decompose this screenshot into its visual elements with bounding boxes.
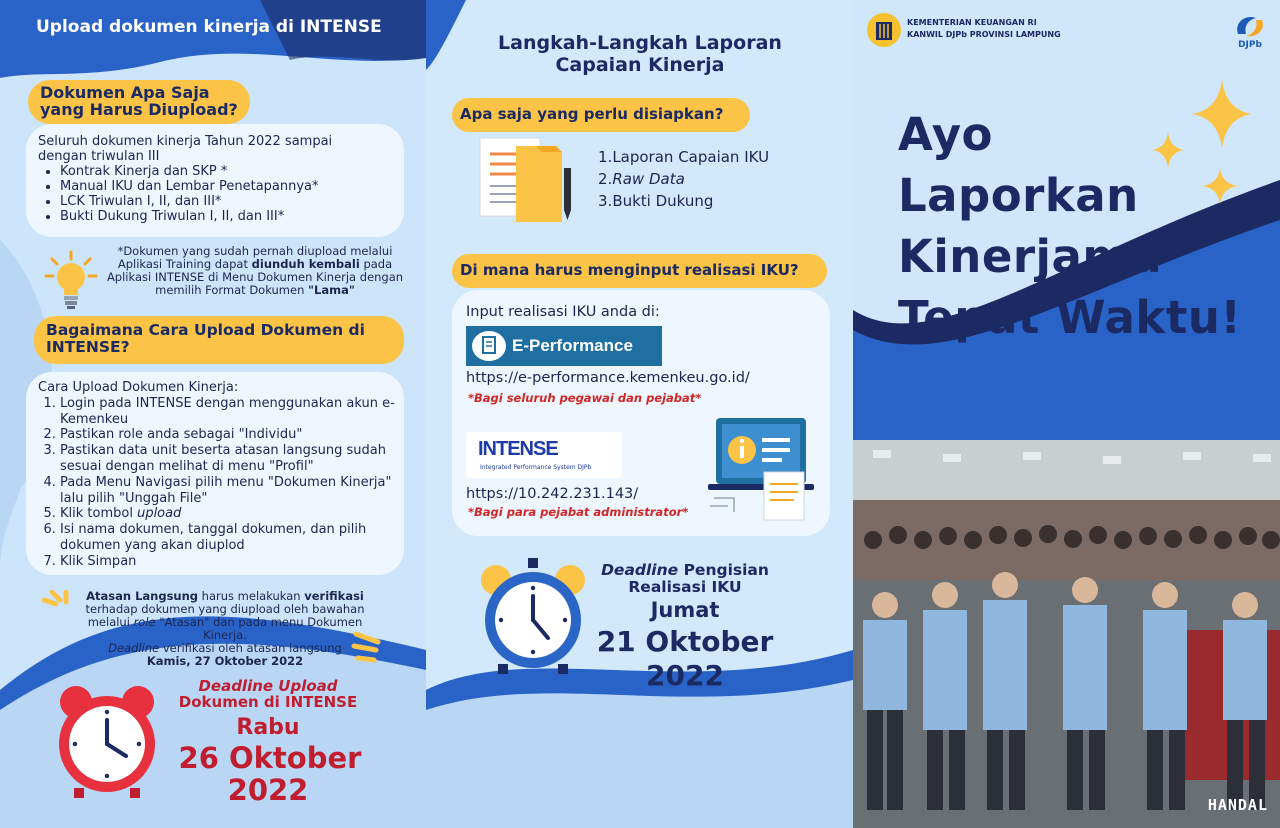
steps-title-line2: Capaian Kinerja (555, 54, 725, 76)
iku-deadline-label (580, 562, 790, 596)
list-item: • Bukti Dukung Triwulan I, II, dan III* (60, 209, 404, 224)
note-bold: Atasan Langsung (86, 589, 199, 603)
list-item: 3. Pastikan data unit beserta atasan langsung sudah sesuai dengan melihat di menu "Profil" (60, 443, 404, 475)
steps-list (60, 396, 404, 570)
org-name (907, 17, 1061, 41)
steps-title-line1: Langkah-Langkah Laporan (498, 32, 782, 54)
iku-deadline-date: 21 Oktober (596, 625, 774, 658)
document-icon (472, 331, 506, 361)
hero-line3: Kinerjamu (898, 230, 1163, 283)
djpb-logo-icon (1232, 12, 1268, 40)
header-title: Upload dokumen kinerja di INTENSE (36, 17, 382, 37)
note-italic: role (133, 615, 156, 629)
list-item: 2. Pastikan role anda sebagai "Individu" (60, 427, 404, 443)
steps-card (26, 372, 404, 575)
list-item: 1. Login pada INTENSE dengan menggunakan akun e-Kemenkeu (60, 396, 404, 428)
list-item (598, 190, 769, 212)
alarm-clock-icon (54, 682, 160, 800)
note-text: *Dokumen yang sudah pernah diupload melalui Aplikasi Training dapat (117, 244, 393, 271)
list-item: • LCK Triwulan I, II, dan III* (60, 194, 404, 209)
hero-line2: Laporkan (898, 169, 1139, 222)
alarm-clock-icon (478, 556, 588, 676)
list-item: 6. Isi nama dokumen, tanggal dokumen, dan pilih dokumen yang akan diuplod (60, 522, 404, 554)
iku-deadline-sub: Realisasi IKU (628, 578, 742, 596)
input-intro: Input realisasi IKU anda di: (466, 304, 660, 320)
watermark: HANDAL (1207, 796, 1268, 814)
question-docs-line2: yang Harus Diupload? (40, 100, 238, 119)
e-performance-url[interactable]: https://e-performance.kemenkeu.go.id/ (466, 370, 750, 386)
steps-main-title (440, 32, 840, 76)
intense-logo-sub: Integrated Performance System DJPb (480, 464, 592, 471)
iku-deadline-text: Pengisian (678, 561, 769, 579)
highlight-rays-icon (40, 590, 80, 620)
input-card (452, 290, 830, 536)
note-italic: Deadline (108, 641, 160, 655)
group-photo-image (853, 440, 1280, 828)
note-text: pada Aplikasi INTENSE di Menu Dokumen Kinerja dengan memilih Format Dokumen (106, 257, 404, 297)
item-number: 1. (598, 148, 613, 166)
prepare-list (598, 146, 769, 212)
docs-intro-line2: dengan triwulan III (38, 149, 160, 164)
upload-deadline-year: 2022 (227, 773, 309, 807)
list-item: 4. Pada Menu Navigasi pilih menu "Dokumen Kinerja" lalu pilih "Unggah File" (60, 475, 404, 507)
upload-deadline-sub: Dokumen di INTENSE (178, 693, 358, 711)
question-how-upload (34, 316, 404, 364)
question-where-input: Di mana harus menginput realisasi IKU? (452, 254, 827, 288)
laptop-info-icon (704, 412, 824, 524)
question-prepare: Apa saja yang perlu disiapkan? (452, 98, 750, 132)
iku-deadline-italic: Deadline (601, 561, 679, 579)
djpb-logo-text: DJPb (1238, 40, 1262, 50)
e-performance-logo (466, 326, 662, 366)
note-text: verifikasi oleh atasan langsung (159, 641, 342, 655)
intense-note: *Bagi para pejabat administrator* (468, 505, 689, 519)
lightbulb-icon (40, 250, 102, 312)
org-name-line2: KANWIL DJPb PROVINSI LAMPUNG (907, 30, 1061, 39)
item-text: Raw Data (612, 170, 685, 188)
verification-note (75, 590, 375, 668)
intense-url[interactable]: https://10.242.231.143/ (466, 486, 639, 502)
hero-headline (898, 104, 1241, 348)
question-how-line1: Bagaimana Cara Upload Dokumen di (46, 321, 365, 339)
list-item (598, 146, 769, 168)
item-number: 2. (598, 170, 613, 188)
step5-italic: upload (137, 506, 182, 522)
verification-deadline: Kamis, 27 Oktober 2022 (146, 654, 304, 668)
note-bold: "Lama" (308, 283, 355, 297)
note-text: terhadap dokumen yang diupload oleh bawahan melalui (85, 602, 365, 629)
steps-title: Cara Upload Dokumen Kinerja: (38, 380, 239, 395)
docs-card (26, 124, 404, 237)
note-bold: diunduh kembali (251, 257, 360, 271)
intense-logo-text: INTENSE (478, 438, 558, 460)
group-photo (853, 440, 1280, 828)
step5-text: Klik tombol (60, 506, 138, 522)
header-wave (0, 0, 426, 80)
intense-logo (466, 432, 622, 478)
hero-line4: Tepat Waktu! (898, 291, 1242, 344)
iku-deadline-day: Jumat (650, 598, 720, 622)
list-item (598, 168, 769, 190)
docs-intro-line1: Seluruh dokumen kinerja Tahun 2022 sampai (38, 134, 333, 149)
list-item (60, 506, 404, 522)
note-text: harus melakukan (198, 589, 305, 603)
iku-deadline-year: 2022 (646, 659, 724, 692)
list-item: 7. Klik Simpan (60, 554, 404, 570)
item-text: Laporan Capaian IKU (612, 148, 770, 166)
note-text: "Atasan" dan pada menu Dokumen Kinerja. (155, 615, 363, 642)
e-performance-label: E-Performance (512, 336, 633, 355)
docs-list (60, 164, 404, 224)
question-docs-line1: Dokumen Apa Saja (40, 83, 210, 102)
download-note (105, 245, 405, 297)
list-item: • Kontrak Kinerja dan SKP * (60, 164, 404, 179)
kemenkeu-logo-icon (866, 12, 902, 48)
djpb-logo (1232, 12, 1268, 52)
note-bold: verifikasi (304, 589, 364, 603)
upload-deadline-date: 26 Oktober (178, 741, 362, 775)
org-name-line1: KEMENTERIAN KEUANGAN RI (907, 18, 1037, 27)
documents-icon (476, 132, 576, 224)
hero-line1: Ayo (898, 108, 993, 161)
item-text: Bukti Dukung (612, 192, 714, 210)
question-docs (28, 80, 250, 124)
item-number: 3. (598, 192, 613, 210)
upload-deadline-day: Rabu (236, 715, 300, 740)
upload-deadline-label: Deadline Upload (198, 677, 338, 695)
e-performance-note: *Bagi seluruh pegawai dan pejabat* (468, 391, 702, 405)
list-item: • Manual IKU dan Lembar Penetapannya* (60, 179, 404, 194)
question-how-line2: INTENSE? (46, 338, 130, 356)
